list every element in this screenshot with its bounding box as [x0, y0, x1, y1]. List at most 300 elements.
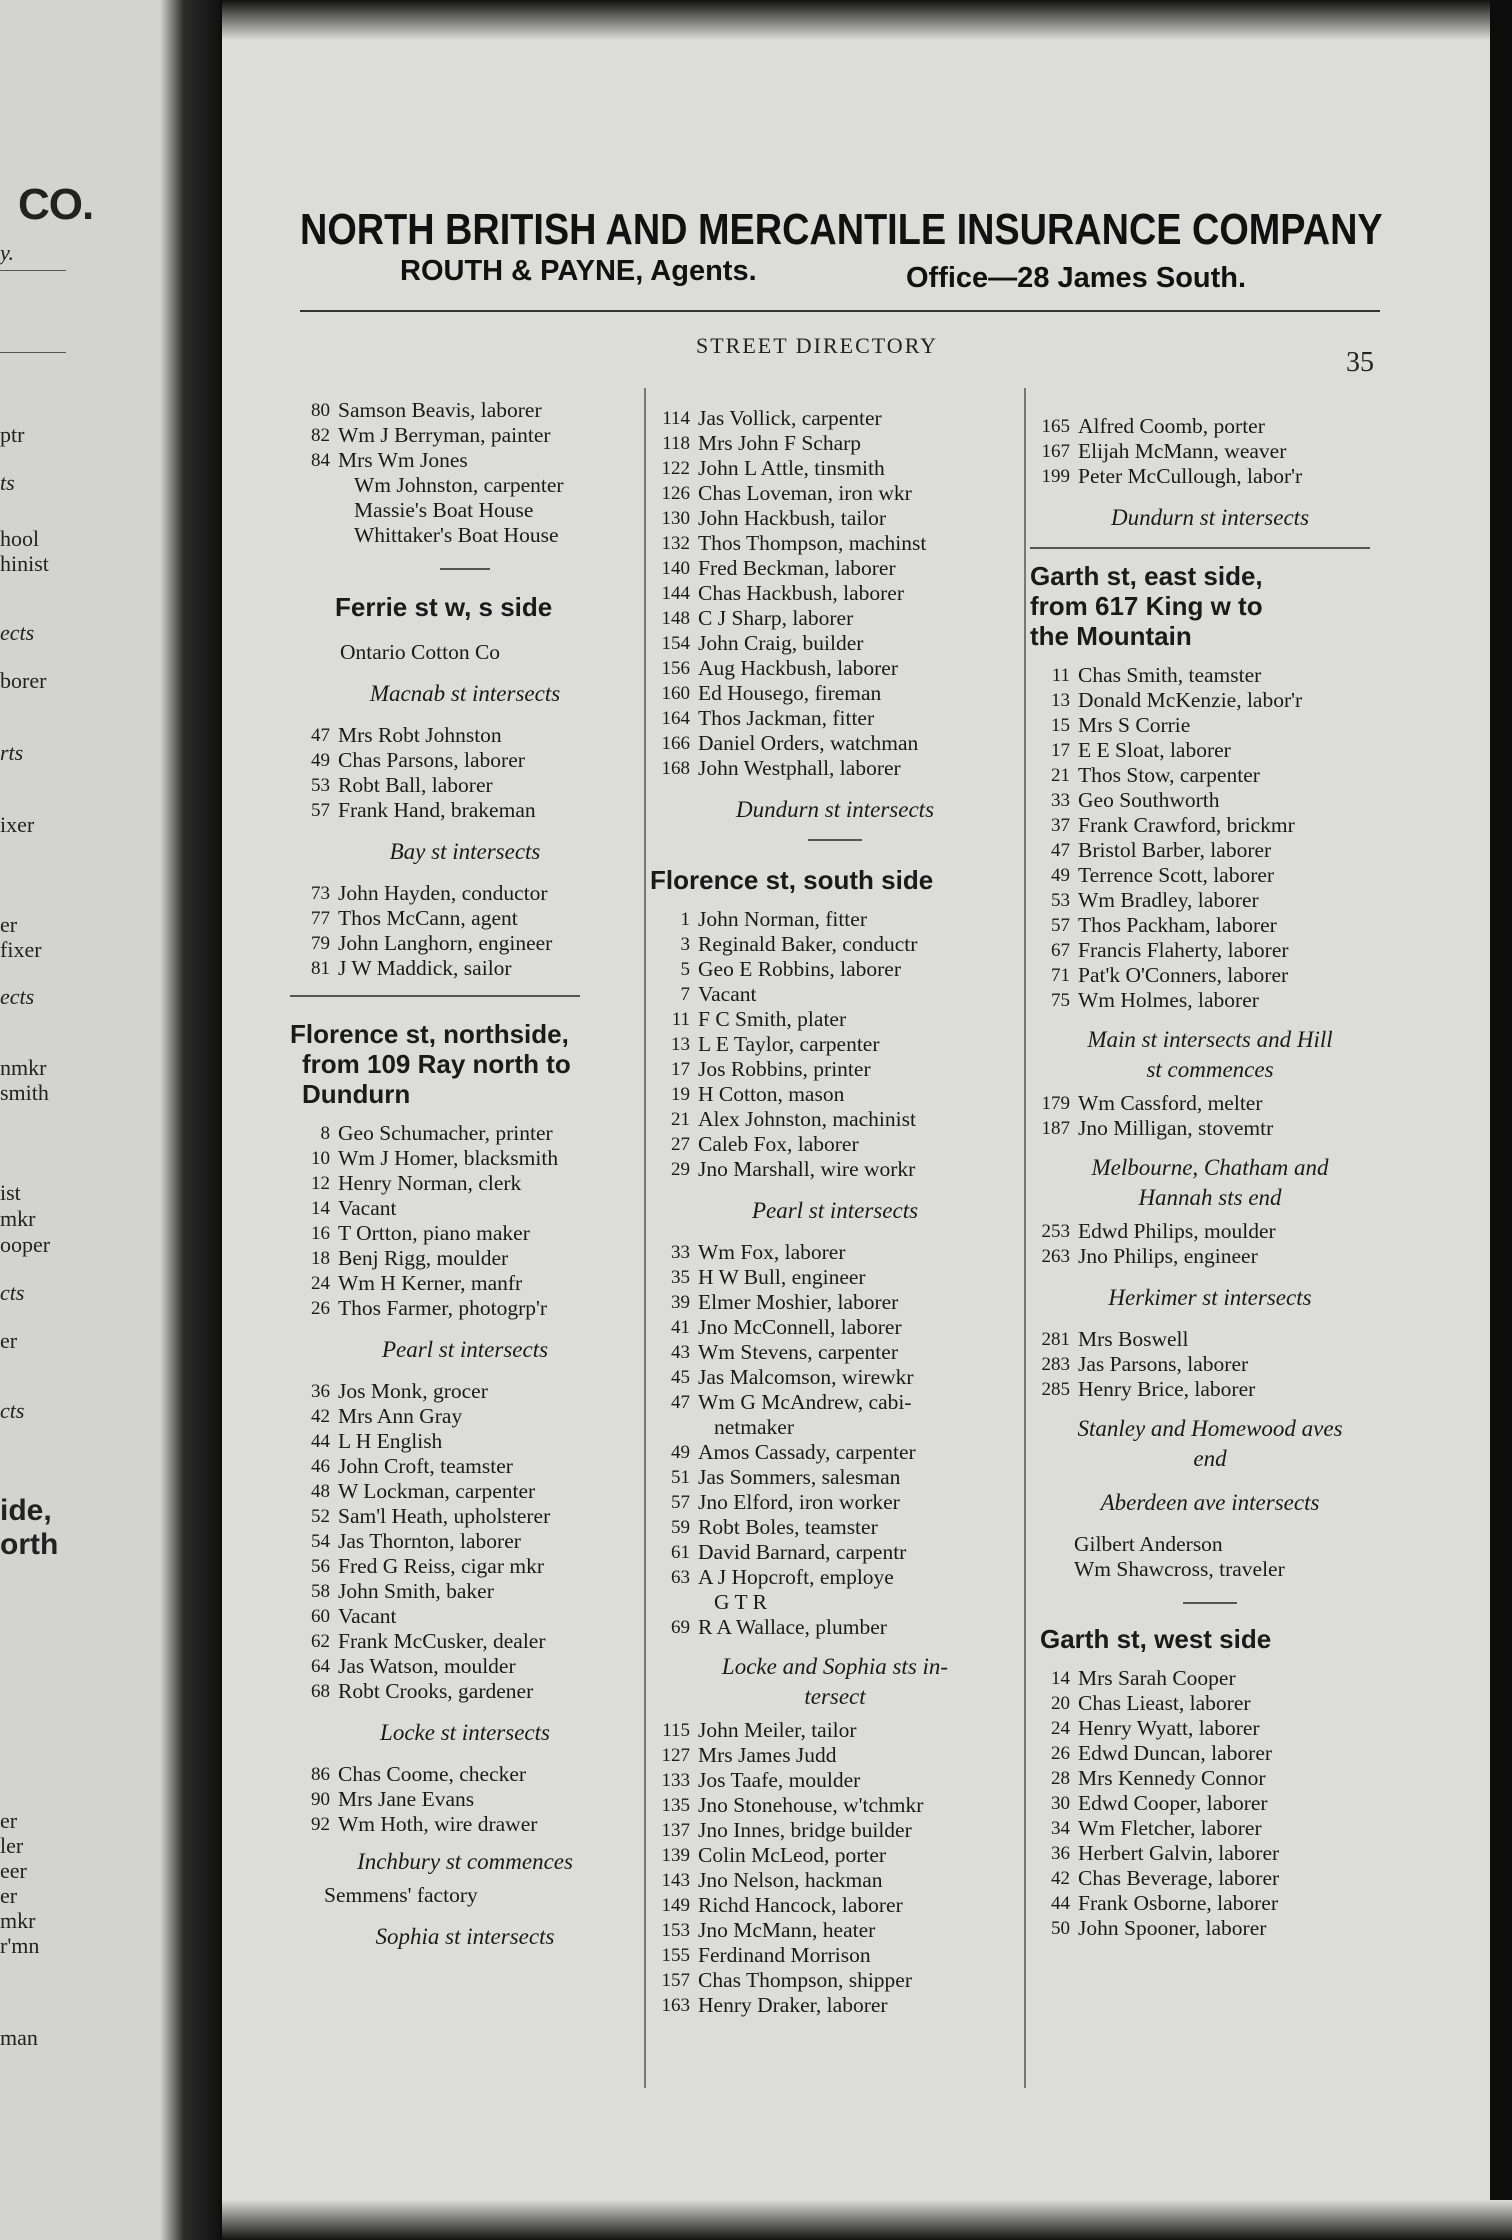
directory-entry [650, 406, 1020, 431]
house-number: 122 [661, 458, 690, 479]
street-heading: Garth st, west side [1040, 1624, 1272, 1654]
left-page-fragment: r'mn [0, 1933, 40, 1958]
house-number: 5 [680, 959, 690, 980]
resident-text: W Lockman, carpenter [338, 1479, 536, 1503]
resident-text: Thos Packham, laborer [1078, 913, 1277, 937]
house-number: 115 [662, 1720, 690, 1741]
directory-entry [1030, 713, 1390, 738]
house-number: 166 [661, 733, 690, 754]
house-number: 44 [311, 1431, 330, 1452]
directory-entry [650, 531, 1020, 556]
directory-entry [650, 1718, 1020, 1743]
directory-entry [650, 1415, 1020, 1440]
resident-text: H Cotton, mason [698, 1082, 845, 1106]
section-rule [1183, 1602, 1237, 1604]
resident-text: J W Maddick, sailor [338, 956, 512, 980]
resident-text: Ed Housego, fireman [698, 681, 882, 705]
house-number: 285 [1041, 1379, 1070, 1400]
directory-entry [290, 1296, 640, 1321]
resident-text: Samson Beavis, laborer [338, 398, 542, 422]
resident-text: Mrs Kennedy Connor [1078, 1766, 1266, 1790]
resident-text: Chas Hackbush, laborer [698, 581, 904, 605]
resident-text: John L Attle, tinsmith [698, 456, 885, 480]
resident-text: Wm H Kerner, manfr [338, 1271, 523, 1295]
directory-entry [1030, 439, 1390, 464]
resident-text: Henry Wyatt, laborer [1078, 1716, 1260, 1740]
directory-entry [290, 1629, 640, 1654]
house-number: 154 [661, 633, 690, 654]
resident-text: Elmer Moshier, laborer [698, 1290, 899, 1314]
resident-text: Mrs James Judd [698, 1743, 837, 1767]
resident-text: Geo E Robbins, laborer [698, 957, 902, 981]
resident-text: Chas Parsons, laborer [338, 748, 525, 772]
directory-entry [290, 1271, 640, 1296]
resident-text: Wm G McAndrew, cabi- [698, 1390, 912, 1414]
street-heading: Ferrie st w, s side [335, 592, 553, 622]
street-heading: Dundurn [302, 1079, 411, 1109]
directory-entry [1030, 1116, 1390, 1141]
cross-street-note: Stanley and Homewood aves [1077, 1416, 1343, 1441]
directory-entry [290, 1787, 640, 1812]
street-heading: Florence st, south side [650, 865, 934, 895]
resident-text: F C Smith, plater [698, 1007, 847, 1031]
left-page-fragment: ptr [0, 422, 25, 447]
house-number: 71 [1051, 965, 1070, 986]
cross-street-note: Dundurn st intersects [735, 797, 935, 822]
directory-entry [1030, 688, 1390, 713]
directory-entry [650, 1315, 1020, 1340]
directory-entry [650, 606, 1020, 631]
house-number: 149 [661, 1895, 690, 1916]
house-number: 48 [311, 1481, 330, 1502]
directory-entry [1030, 1741, 1390, 1766]
directory-entry [290, 448, 640, 473]
resident-text: Jno Marshall, wire workr [698, 1157, 916, 1181]
house-number: 79 [311, 933, 330, 954]
directory-entry [1030, 1916, 1390, 1941]
directory-entry [1030, 1377, 1390, 1402]
house-number: 155 [661, 1945, 690, 1966]
directory-entry [650, 1440, 1020, 1465]
directory-entry [290, 1221, 640, 1246]
house-number: 281 [1041, 1329, 1070, 1350]
house-number: 27 [671, 1134, 690, 1155]
resident-text: Robt Ball, laborer [338, 773, 493, 797]
directory-entry [290, 498, 640, 523]
directory-entry [650, 1057, 1020, 1082]
directory-column-2 [650, 406, 1020, 2018]
resident-text: Edwd Philips, moulder [1078, 1219, 1276, 1243]
directory-entry [650, 631, 1020, 656]
house-number: 144 [661, 583, 690, 604]
resident-text: Thos McCann, agent [338, 906, 518, 930]
left-page-fragment: hinist [0, 551, 49, 576]
left-page-fragment: ects [0, 620, 35, 645]
resident-text: R A Wallace, plumber [698, 1615, 887, 1639]
resident-text: Chas Loveman, iron wkr [698, 481, 912, 505]
house-number: 49 [311, 750, 330, 771]
resident-text: Peter McCullough, labor'r [1078, 464, 1303, 488]
resident-text: Colin McLeod, porter [698, 1843, 887, 1867]
directory-entry [1030, 838, 1390, 863]
resident-text: Massie's Boat House [354, 498, 534, 522]
directory-entry [1030, 1244, 1390, 1269]
house-number: 28 [1051, 1768, 1070, 1789]
resident-text: C J Sharp, laborer [698, 606, 854, 630]
house-number: 164 [661, 708, 690, 729]
resident-text: Jos Monk, grocer [338, 1379, 488, 1403]
resident-text: John Langhorn, engineer [338, 931, 553, 955]
house-number: 163 [661, 1995, 690, 2016]
directory-entry [290, 423, 640, 448]
left-page-fragment: smith [0, 1080, 49, 1105]
resident-text: Whittaker's Boat House [354, 523, 559, 547]
house-number: 20 [1051, 1693, 1070, 1714]
house-number: 3 [680, 934, 690, 955]
house-number: 168 [661, 758, 690, 779]
house-number: 8 [320, 1123, 330, 1144]
cross-street-note: Sophia st intersects [375, 1924, 555, 1949]
house-number: 13 [671, 1034, 690, 1055]
resident-text: Henry Norman, clerk [338, 1171, 522, 1195]
house-number: 47 [671, 1392, 690, 1413]
directory-entry [290, 1246, 640, 1271]
house-number: 47 [311, 725, 330, 746]
directory-entry [650, 1868, 1020, 1893]
resident-text: Alex Johnston, machinist [698, 1107, 916, 1131]
directory-entry [290, 748, 640, 773]
directory-column-3 [1030, 414, 1390, 1941]
resident-text: T Ortton, piano maker [338, 1221, 530, 1245]
house-number: 165 [1041, 416, 1070, 437]
directory-entry [650, 581, 1020, 606]
left-page-fragment: ist [0, 1180, 21, 1205]
directory-entry [650, 681, 1020, 706]
left-page-fragment: ixer [0, 812, 35, 837]
cross-street-note: Dundurn st intersects [1110, 505, 1310, 530]
resident-text: Jos Robbins, printer [698, 1057, 871, 1081]
street-heading: Florence st, northside, [290, 1019, 569, 1049]
house-number: 52 [311, 1506, 330, 1527]
street-heading: from 617 King w to [1030, 591, 1263, 621]
directory-entry [650, 1132, 1020, 1157]
house-number: 61 [671, 1542, 690, 1563]
directory-entry [290, 773, 640, 798]
house-number: 15 [1051, 715, 1070, 736]
house-number: 253 [1041, 1221, 1070, 1242]
directory-entry [650, 756, 1020, 781]
directory-entry [650, 1968, 1020, 1993]
resident-text: Jas Watson, moulder [338, 1654, 516, 1678]
resident-text: John Westphall, laborer [698, 756, 901, 780]
house-number: 1 [680, 909, 690, 930]
resident-text: Edwd Duncan, laborer [1078, 1741, 1273, 1765]
directory-entry [1030, 1841, 1390, 1866]
directory-entry [650, 982, 1020, 1007]
resident-text: Jno Elford, iron worker [698, 1490, 900, 1514]
house-number: 135 [661, 1795, 690, 1816]
house-number: 139 [661, 1845, 690, 1866]
left-page-fragment: cts [0, 1280, 25, 1305]
left-page-strip [0, 0, 178, 2240]
directory-entry [650, 1590, 1020, 1615]
house-number: 30 [1051, 1793, 1070, 1814]
directory-entry [1030, 813, 1390, 838]
resident-text: Mrs Robt Johnston [338, 723, 502, 747]
resident-text: Edwd Cooper, laborer [1078, 1791, 1268, 1815]
directory-entry [1030, 663, 1390, 688]
directory-entry [650, 1007, 1020, 1032]
resident-text: Vacant [338, 1604, 397, 1628]
house-number: 33 [1051, 790, 1070, 811]
house-number: 35 [671, 1267, 690, 1288]
directory-entry [650, 1107, 1020, 1132]
left-page-fragment: rts [0, 740, 24, 765]
directory-entry: Ontario Cotton Co [340, 640, 501, 664]
directory-column-1 [290, 398, 640, 1966]
street-heading: from 109 Ray north to [302, 1049, 571, 1079]
resident-text: Jas Parsons, laborer [1078, 1352, 1249, 1376]
resident-text: Frank Hand, brakeman [338, 798, 536, 822]
house-number: 18 [311, 1248, 330, 1269]
resident-text: Jos Taafe, moulder [698, 1768, 861, 1792]
resident-text: Bristol Barber, laborer [1078, 838, 1272, 862]
house-number: 36 [311, 1381, 330, 1402]
directory-entry [650, 1818, 1020, 1843]
house-number: 140 [661, 558, 690, 579]
directory-entry [290, 398, 640, 423]
directory-entry [1030, 1327, 1390, 1352]
cross-street-note: Aberdeen ave intersects [1100, 1490, 1320, 1515]
house-number: 53 [311, 775, 330, 796]
directory-entry [650, 1743, 1020, 1768]
house-number: 14 [311, 1198, 330, 1219]
left-page-fragment: cts [0, 1398, 25, 1423]
house-number: 53 [1051, 890, 1070, 911]
house-number: 199 [1041, 466, 1070, 487]
directory-entry [290, 723, 640, 748]
house-number: 81 [311, 958, 330, 979]
directory-entry [1030, 988, 1390, 1013]
resident-text: John Croft, teamster [338, 1454, 513, 1478]
resident-text: H W Bull, engineer [698, 1265, 866, 1289]
directory-entry [1030, 788, 1390, 813]
resident-text: John Meiler, tailor [698, 1718, 857, 1742]
directory-entry [650, 656, 1020, 681]
resident-text: Chas Lieast, laborer [1078, 1691, 1251, 1715]
resident-text: Herbert Galvin, laborer [1078, 1841, 1280, 1865]
house-number: 17 [1051, 740, 1070, 761]
running-head: STREET DIRECTORY [696, 333, 939, 358]
resident-text: Frank Crawford, brickmr [1078, 813, 1295, 837]
directory-entry [1030, 414, 1390, 439]
house-number: 263 [1041, 1246, 1070, 1267]
directory-entry [290, 1529, 640, 1554]
street-heading: the Mountain [1030, 621, 1192, 651]
directory-entry [650, 1993, 1020, 2018]
house-number: 82 [311, 425, 330, 446]
house-number: 58 [311, 1581, 330, 1602]
house-number: 11 [671, 1009, 690, 1030]
resident-text: Wm Cassford, melter [1078, 1091, 1263, 1115]
page-gutter-shadow [160, 0, 220, 2240]
resident-text: Frank McCusker, dealer [338, 1629, 546, 1653]
house-number: 21 [1051, 765, 1070, 786]
directory-entry: Gilbert Anderson [1074, 1532, 1223, 1556]
left-page-fragment: nmkr [0, 1055, 47, 1080]
left-page-fragment: mkr [0, 1908, 36, 1933]
directory-entry [1030, 1666, 1390, 1691]
directory-entry [1030, 1352, 1390, 1377]
house-number: 133 [661, 1770, 690, 1791]
resident-text: A J Hopcroft, employe [698, 1565, 894, 1589]
house-number: 283 [1041, 1354, 1070, 1375]
house-number: 12 [311, 1173, 330, 1194]
house-number: 54 [311, 1531, 330, 1552]
house-number: 36 [1051, 1843, 1070, 1864]
directory-entry [290, 1121, 640, 1146]
resident-text: Fred G Reiss, cigar mkr [338, 1554, 545, 1578]
cross-street-note: Inchbury st commences [357, 1849, 573, 1874]
left-page-fragment: ler [0, 1833, 24, 1858]
directory-entry [290, 1404, 640, 1429]
house-number: 37 [1051, 815, 1070, 836]
directory-entry [1030, 863, 1390, 888]
resident-text: Jno Innes, bridge builder [698, 1818, 912, 1842]
resident-text: Vacant [338, 1196, 397, 1220]
directory-entry [290, 1762, 640, 1787]
left-page-fragment: hool [0, 526, 40, 551]
house-number: 59 [671, 1517, 690, 1538]
resident-text: Daniel Orders, watchman [698, 731, 919, 755]
house-number: 80 [311, 400, 330, 421]
section-rule [808, 839, 862, 841]
cross-street-note: Locke st intersects [380, 1720, 550, 1745]
house-number: 130 [661, 508, 690, 529]
cross-street-note: Pearl st intersects [751, 1198, 919, 1223]
house-number: 187 [1041, 1118, 1070, 1139]
left-page-fragment: ide, [0, 1494, 52, 1527]
cross-street-note: Main st intersects and Hill [1087, 1027, 1333, 1052]
directory-entry [290, 1379, 640, 1404]
house-number: 167 [1041, 441, 1070, 462]
resident-text: Elijah McMann, weaver [1078, 439, 1287, 463]
house-number: 118 [662, 433, 690, 454]
house-number: 41 [671, 1317, 690, 1338]
directory-entry [290, 1579, 640, 1604]
page-number: 35 [1346, 347, 1374, 378]
resident-text: John Hackbush, tailor [698, 506, 887, 530]
resident-text: John Hayden, conductor [338, 881, 548, 905]
directory-entry [1030, 888, 1390, 913]
insurance-agents: ROUTH & PAYNE, Agents. [400, 255, 757, 287]
left-page-fragment: eer [0, 1858, 27, 1883]
resident-text: Jas Malcomson, wirewkr [698, 1365, 914, 1389]
house-number: 90 [311, 1789, 330, 1810]
directory-entry [290, 1679, 640, 1704]
resident-text: Pat'k O'Conners, laborer [1078, 963, 1289, 987]
directory-entry [650, 1615, 1020, 1640]
directory-entry [650, 506, 1020, 531]
house-number: 56 [311, 1556, 330, 1577]
house-number: 21 [671, 1109, 690, 1130]
house-number: 69 [671, 1617, 690, 1638]
directory-entry [290, 1504, 640, 1529]
resident-text: Ferdinand Morrison [698, 1943, 871, 1967]
resident-text: Thos Jackman, fitter [698, 706, 875, 730]
house-number: 7 [680, 984, 690, 1005]
directory-entry [650, 1515, 1020, 1540]
cross-street-note: Melbourne, Chatham and [1091, 1155, 1329, 1180]
directory-entry [650, 431, 1020, 456]
house-number: 49 [1051, 865, 1070, 886]
resident-text: Wm Johnston, carpenter [354, 473, 564, 497]
page-top-shadow [222, 0, 1512, 40]
resident-text: John Craig, builder [698, 631, 864, 655]
left-page-fragment: fixer [0, 937, 42, 962]
house-number: 50 [1051, 1918, 1070, 1939]
house-number: 63 [671, 1567, 690, 1588]
house-number: 86 [311, 1764, 330, 1785]
directory-entry [290, 881, 640, 906]
resident-text: Mrs S Corrie [1078, 713, 1191, 737]
insurance-office: Office—28 James South. [906, 262, 1247, 294]
directory-entry [650, 932, 1020, 957]
house-number: 46 [311, 1456, 330, 1477]
house-number: 156 [661, 658, 690, 679]
cross-street-note: end [1193, 1446, 1227, 1471]
directory-entry [1030, 1791, 1390, 1816]
left-page-fragment: er [0, 1883, 18, 1908]
directory-entry [290, 1196, 640, 1221]
house-number: 16 [311, 1223, 330, 1244]
resident-text: Frank Osborne, laborer [1078, 1891, 1279, 1915]
house-number: 64 [311, 1656, 330, 1677]
house-number: 92 [311, 1814, 330, 1835]
directory-entry [650, 1240, 1020, 1265]
directory-entry [290, 1554, 640, 1579]
resident-text: Mrs John F Scharp [698, 431, 862, 455]
resident-text: John Smith, baker [338, 1579, 494, 1603]
house-number: 67 [1051, 940, 1070, 961]
directory-entry [650, 1565, 1020, 1590]
resident-text: Mrs Boswell [1078, 1327, 1189, 1351]
resident-text: John Spooner, laborer [1078, 1916, 1267, 1940]
house-number: 26 [1051, 1743, 1070, 1764]
left-page-rule [0, 352, 66, 353]
resident-text: Chas Coome, checker [338, 1762, 527, 1786]
house-number: 73 [311, 883, 330, 904]
directory-entry [650, 1893, 1020, 1918]
left-page-fragment: mkr [0, 1206, 36, 1231]
house-number: 143 [661, 1870, 690, 1891]
resident-text: Jas Vollick, carpenter [698, 406, 882, 430]
directory-entry [650, 481, 1020, 506]
directory-entry [1030, 938, 1390, 963]
house-number: 57 [671, 1492, 690, 1513]
resident-text: Wm Bradley, laborer [1078, 888, 1259, 912]
resident-text: Jno Stonehouse, w'tchmkr [698, 1793, 924, 1817]
resident-text: Henry Draker, laborer [698, 1993, 888, 2017]
section-rule [1030, 547, 1370, 549]
directory-entry [650, 1290, 1020, 1315]
resident-text: Thos Farmer, photogrp'r [338, 1296, 548, 1320]
directory-entry [1030, 1766, 1390, 1791]
resident-text: Reginald Baker, conductr [698, 932, 918, 956]
resident-text: Robt Crooks, gardener [338, 1679, 534, 1703]
left-page-fragment: er [0, 1808, 18, 1833]
resident-text: Francis Flaherty, laborer [1078, 938, 1289, 962]
